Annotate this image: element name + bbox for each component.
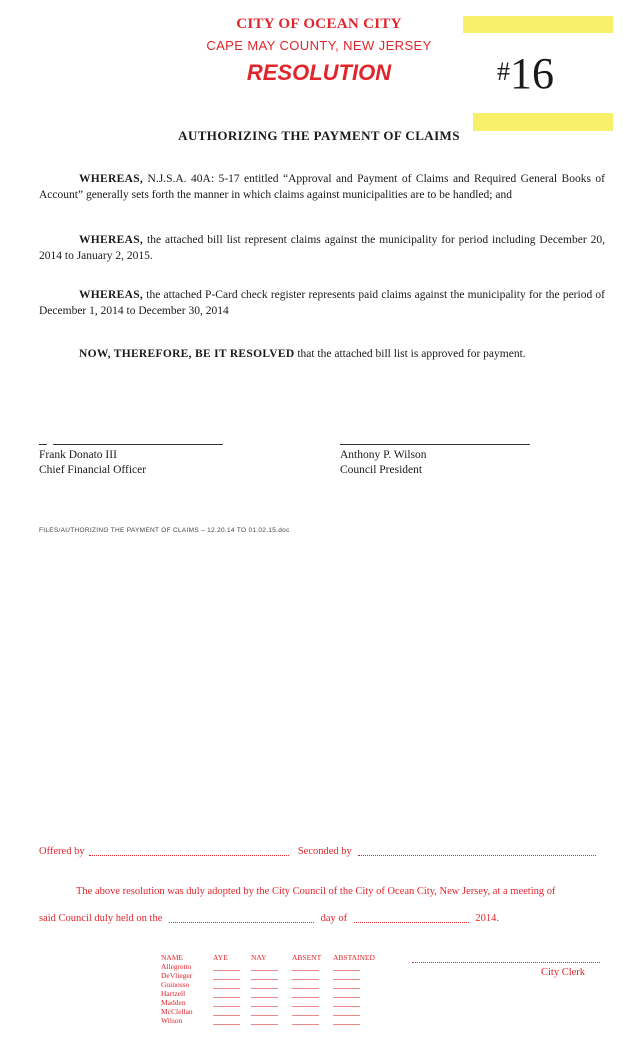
roll-member: DeVlieger: [161, 971, 193, 980]
day-of-label: day of: [320, 913, 348, 924]
roll-vote-line[interactable]: [251, 970, 278, 971]
paragraph-3-lead: WHEREAS,: [79, 289, 144, 301]
paragraph-2: [39, 232, 605, 264]
roll-vote-line[interactable]: [333, 1006, 360, 1007]
item-number-value: 16: [510, 49, 554, 98]
roll-member: Hartzell: [161, 989, 186, 998]
roll-vote-line[interactable]: [213, 1024, 240, 1025]
roll-header-nay: NAY: [251, 953, 267, 962]
resolution-title: AUTHORIZING THE PAYMENT OF CLAIMS: [178, 128, 460, 143]
roll-member: Allegretto: [161, 962, 192, 971]
roll-header-absent: ABSENT: [292, 953, 322, 962]
signer-right-title: Council President: [340, 464, 423, 476]
roll-vote-line[interactable]: [333, 1024, 360, 1025]
roll-vote-line[interactable]: [213, 970, 240, 971]
roll-vote-line[interactable]: [333, 997, 360, 998]
city-clerk-signature-line[interactable]: [412, 962, 600, 963]
signature-line-left-tick: [39, 444, 47, 445]
offered-by-line[interactable]: [89, 855, 289, 856]
roll-member: Wilson: [161, 1016, 183, 1025]
roll-vote-line[interactable]: [333, 988, 360, 989]
signer-right: [340, 448, 427, 478]
month-line[interactable]: [354, 922, 469, 923]
roll-vote-line[interactable]: [292, 1006, 319, 1007]
signer-left-name: Frank Donato III: [39, 449, 117, 461]
paragraph-1-text: N.J.S.A. 40A: 5-17 entitled “Approval and Payment of Claims and Required General Books of Account” generally sets forth the manner in which claims against municipalities are to be handled; and: [39, 173, 605, 201]
roll-member: Madden: [161, 998, 186, 1007]
paragraph-4-text: that the attached bill list is approved for payment.: [294, 348, 526, 360]
signature-line-right: [340, 444, 530, 445]
offered-by-label: Offered by: [39, 846, 85, 857]
paragraph-3: [39, 287, 605, 319]
roll-member: Guinosso: [161, 980, 190, 989]
county-name: CAPE MAY COUNTY, NEW JERSEY: [206, 38, 432, 53]
held-on-label: said Council duly held on the: [39, 913, 163, 924]
seconded-by-line[interactable]: [358, 855, 596, 856]
offered-seconded-row: [39, 846, 609, 857]
signer-right-name: Anthony P. Wilson: [340, 449, 427, 461]
seconded-by-label: Seconded by: [297, 846, 352, 857]
paragraph-1-lead: WHEREAS,: [79, 173, 144, 185]
paragraph-4-lead: NOW, THEREFORE, BE IT RESOLVED: [79, 348, 295, 360]
roll-vote-line[interactable]: [213, 979, 240, 980]
item-number: [497, 48, 554, 98]
paragraph-2-text: the attached bill list represent claims against the municipality for period including December 20, 2014 to January 2, 2015.: [39, 234, 605, 262]
item-number-hash: #: [497, 57, 510, 86]
held-on-date-line[interactable]: [169, 922, 314, 923]
roll-vote-line[interactable]: [213, 1006, 240, 1007]
signer-left: [39, 448, 146, 478]
roll-vote-line[interactable]: [333, 1015, 360, 1016]
paragraph-2-lead: WHEREAS,: [79, 234, 144, 246]
signature-line-left: [53, 444, 223, 445]
signer-left-title: Chief Financial Officer: [39, 464, 147, 476]
roll-vote-line[interactable]: [292, 1015, 319, 1016]
city-name: CITY OF OCEAN CITY: [236, 16, 402, 32]
document-type: RESOLUTION: [246, 60, 392, 85]
paragraph-4: [39, 346, 605, 362]
roll-header-aye: AYE: [213, 953, 228, 962]
roll-vote-line[interactable]: [292, 1024, 319, 1025]
paragraph-1: [39, 171, 605, 203]
roll-vote-line[interactable]: [251, 997, 278, 998]
file-path: FILES/AUTHORIZING THE PAYMENT OF CLAIMS – 12.20.14 TO 01.02.15.doc: [39, 527, 290, 534]
roll-vote-line[interactable]: [251, 988, 278, 989]
roll-vote-line[interactable]: [251, 1006, 278, 1007]
adoption-year: 2014.: [475, 913, 500, 924]
roll-vote-line[interactable]: [213, 1015, 240, 1016]
roll-vote-line[interactable]: [292, 979, 319, 980]
roll-vote-line[interactable]: [213, 997, 240, 998]
roll-vote-line[interactable]: [292, 997, 319, 998]
city-clerk-label: City Clerk: [541, 967, 586, 978]
roll-member: McClellan: [161, 1007, 193, 1016]
roll-header-name: NAME: [161, 953, 184, 962]
adoption-statement-line1: The above resolution was duly adopted by the City Council of the City of Ocean City, New Jersey, at a meeting of: [76, 886, 556, 897]
roll-header-abstained: ABSTAINED: [333, 953, 375, 962]
roll-vote-line[interactable]: [251, 1015, 278, 1016]
roll-vote-line[interactable]: [251, 1024, 278, 1025]
roll-vote-line[interactable]: [292, 988, 319, 989]
roll-member-list: [161, 962, 193, 1025]
paragraph-3-text: the attached P-Card check register represents paid claims against the municipality for the period of December 1, 2014 to December 30, 2014: [39, 289, 605, 317]
roll-vote-line[interactable]: [333, 970, 360, 971]
roll-vote-line[interactable]: [251, 979, 278, 980]
roll-vote-line[interactable]: [213, 988, 240, 989]
roll-vote-line[interactable]: [292, 970, 319, 971]
adoption-statement-line2: [39, 913, 609, 924]
roll-vote-line[interactable]: [333, 979, 360, 980]
